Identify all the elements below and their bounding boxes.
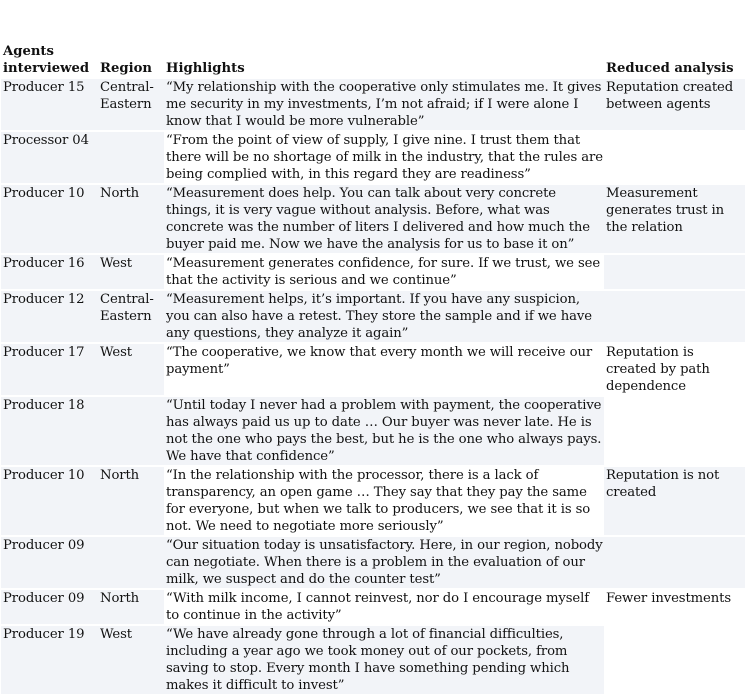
table-row [1, 590, 745, 624]
agent-cell: Producer 17 [1, 344, 98, 395]
analysis-cell [604, 626, 745, 694]
highlight-cell: “With milk income, I cannot reinvest, nor do I encourage myself to continue in the activity” [166, 591, 590, 623]
agent-cell: Producer 10 [1, 185, 98, 253]
table-row [1, 626, 745, 694]
header-analysis: Reduced analysis [606, 61, 734, 76]
table-row [1, 79, 745, 130]
region-cell: Central-Eastern [98, 79, 164, 130]
region-cell: Central-Eastern [98, 291, 164, 342]
region-cell: North [98, 467, 164, 535]
agent-cell: Producer 12 [1, 291, 98, 342]
interview-table [1, 41, 745, 696]
region-cell: North [98, 185, 164, 253]
agent-cell: Producer 09 [1, 590, 98, 624]
highlight-cell: “My relationship with the cooperative only stimulates me. It gives me security in my investments, I’m not afraid; if I were alone I know that I would be more vulnerable” [164, 79, 604, 130]
table-row [1, 132, 745, 183]
highlight-cell: “Until today I never had a problem with payment, the cooperative has always paid us up to date … Our buyer was never late. He is not the one who pays the best, but he is the one who always pays. We have that confidence” [164, 397, 604, 465]
analysis-cell [604, 291, 745, 342]
agent-cell: Producer 18 [1, 397, 98, 465]
analysis-cell: Fewer investments [606, 591, 732, 606]
highlight-cell: “In the relationship with the processor, there is a lack of transparency, an open game … They say that they pay the same for everyone, but when we talk to producers, we see that it is so not. We need to negotiate more seriously” [166, 468, 591, 534]
header-agents: Agents interviewed [3, 44, 90, 76]
analysis-cell [604, 397, 745, 465]
table-row [1, 397, 745, 465]
highlight-cell: “Measurement does help. You can talk about very concrete things, it is very vague without analysis. Before, what was concrete was the number of liters I delivered and how much the buyer paid me. Now we have the analysis for us to base it on” [164, 185, 604, 253]
region-cell: West [98, 255, 164, 289]
analysis-cell [604, 537, 745, 588]
table-row [1, 537, 745, 588]
table-row [1, 344, 745, 395]
region-cell: West [98, 344, 164, 395]
agent-cell: Producer 10 [1, 467, 98, 535]
highlight-cell: “From the point of view of supply, I give nine. I trust them that there will be no shortage of milk in the industry, that the rules are being complied with, in this regard they are readiness” [166, 133, 603, 182]
analysis-cell: Reputation is not created [604, 467, 745, 535]
agent-cell: Producer 16 [1, 255, 98, 289]
analysis-cell: Reputation created between agents [604, 79, 745, 130]
analysis-cell: Measurement generates trust in the relation [604, 185, 745, 253]
highlight-cell: “Measurement helps, it’s important. If you have any suspicion, you can also have a retest. They store the sample and if we have any questions, they analyze it again” [164, 291, 604, 342]
region-cell [98, 397, 164, 465]
highlight-cell: “Measurement generates confidence, for sure. If we trust, we see that the activity is serious and we continue” [166, 256, 601, 288]
region-cell [98, 537, 164, 588]
table-row [1, 291, 745, 342]
table-row [1, 185, 745, 253]
table-row [1, 255, 745, 289]
agent-cell: Producer 15 [1, 79, 98, 130]
agent-cell: Producer 19 [1, 626, 98, 694]
region-cell: North [98, 590, 164, 624]
analysis-cell: Reputation is created by path dependence [606, 345, 710, 394]
table-row [1, 467, 745, 535]
agent-cell: Producer 09 [1, 537, 98, 588]
header-row [1, 43, 745, 77]
header-region: Region [100, 61, 152, 76]
header-highlights: Highlights [166, 61, 245, 76]
agent-cell: Processor 04 [1, 132, 98, 183]
highlight-cell: “Our situation today is unsatisfactory. Here, in our region, nobody can negotiate. When there is a problem in the evaluation of our milk, we suspect and do the counter test” [166, 538, 603, 587]
highlight-cell: “The cooperative, we know that every month we will receive our payment” [166, 345, 593, 377]
highlight-cell: “We have already gone through a lot of financial difficulties, including a year ago we took money out of our pockets, from saving to stop. Every month I have something pending which makes it difficult to invest” [164, 626, 604, 694]
analysis-cell [604, 255, 745, 289]
region-cell [98, 132, 164, 183]
analysis-cell [604, 132, 745, 183]
region-cell: West [98, 626, 164, 694]
